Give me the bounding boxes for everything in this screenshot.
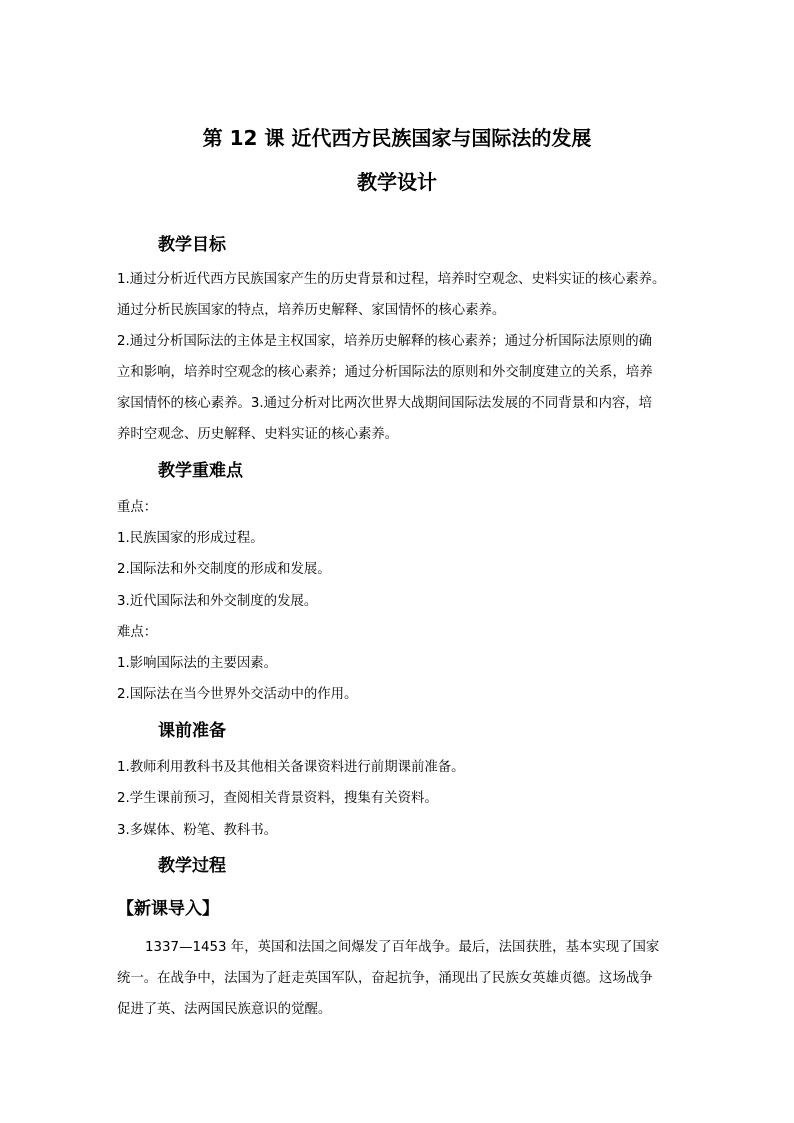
preparation-item-2: 2.学生课前预习，查阅相关背景资料，搜集有关资料。 <box>117 791 438 806</box>
difficult-label: 难点： <box>117 625 158 640</box>
objectives-line-6: 养时空观念、历史解释、史料实证的核心素养。 <box>117 427 399 442</box>
document-title: 第 12 课 近代西方民族国家与国际法的发展 <box>202 126 592 150</box>
difficult-item-1: 1.影响国际法的主要因素。 <box>117 656 278 671</box>
objectives-line-5: 家国情怀的核心素养。3.通过分析对比两次世界大战期间国际法发展的不同背景和内容，培 <box>117 396 653 411</box>
difficult-item-2: 2.国际法在当今世界外交活动中的作用。 <box>117 687 358 702</box>
objectives-line-2: 通过分析民族国家的特点，培养历史解释、家国情怀的核心素养。 <box>117 303 506 318</box>
intro-line-1: 1337—1453 年，英国和法国之间爆发了百年战争。最后，法国获胜，基本实现了国家 <box>145 940 660 955</box>
important-label: 重点： <box>117 500 158 515</box>
preparation-heading: 课前准备 <box>158 721 226 741</box>
preparation-item-3: 3.多媒体、粉笔、教科书。 <box>117 823 278 838</box>
intro-line-2: 统一。在战争中，法国为了赶走英国军队，奋起抗争，涌现出了民族女英雄贞德。这场战争 <box>117 971 653 986</box>
preparation-item-1: 1.教师利用教科书及其他相关备课资料进行前期课前准备。 <box>117 760 465 775</box>
objectives-heading: 教学目标 <box>158 235 226 255</box>
important-item-2: 2.国际法和外交制度的形成和发展。 <box>117 562 331 577</box>
intro-heading: 【新课导入】 <box>117 899 219 919</box>
important-item-3: 3.近代国际法和外交制度的发展。 <box>117 594 318 609</box>
intro-line-3: 促进了英、法两国民族意识的觉醒。 <box>117 1002 332 1017</box>
objectives-line-4: 立和影响，培养时空观念的核心素养；通过分析国际法的原则和外交制度建立的关系，培养 <box>117 365 653 380</box>
document-subtitle: 教学设计 <box>357 170 437 194</box>
key-points-heading: 教学重难点 <box>158 461 243 481</box>
objectives-line-3: 2.通过分析国际法的主体是主权国家，培养历史解释的核心素养；通过分析国际法原则的确 <box>117 334 653 349</box>
process-heading: 教学过程 <box>158 856 226 876</box>
important-item-1: 1.民族国家的形成过程。 <box>117 531 264 546</box>
objectives-line-1: 1.通过分析近代西方民族国家产生的历史背景和过程，培养时空观念、史料实证的核心素养。 <box>117 272 666 287</box>
